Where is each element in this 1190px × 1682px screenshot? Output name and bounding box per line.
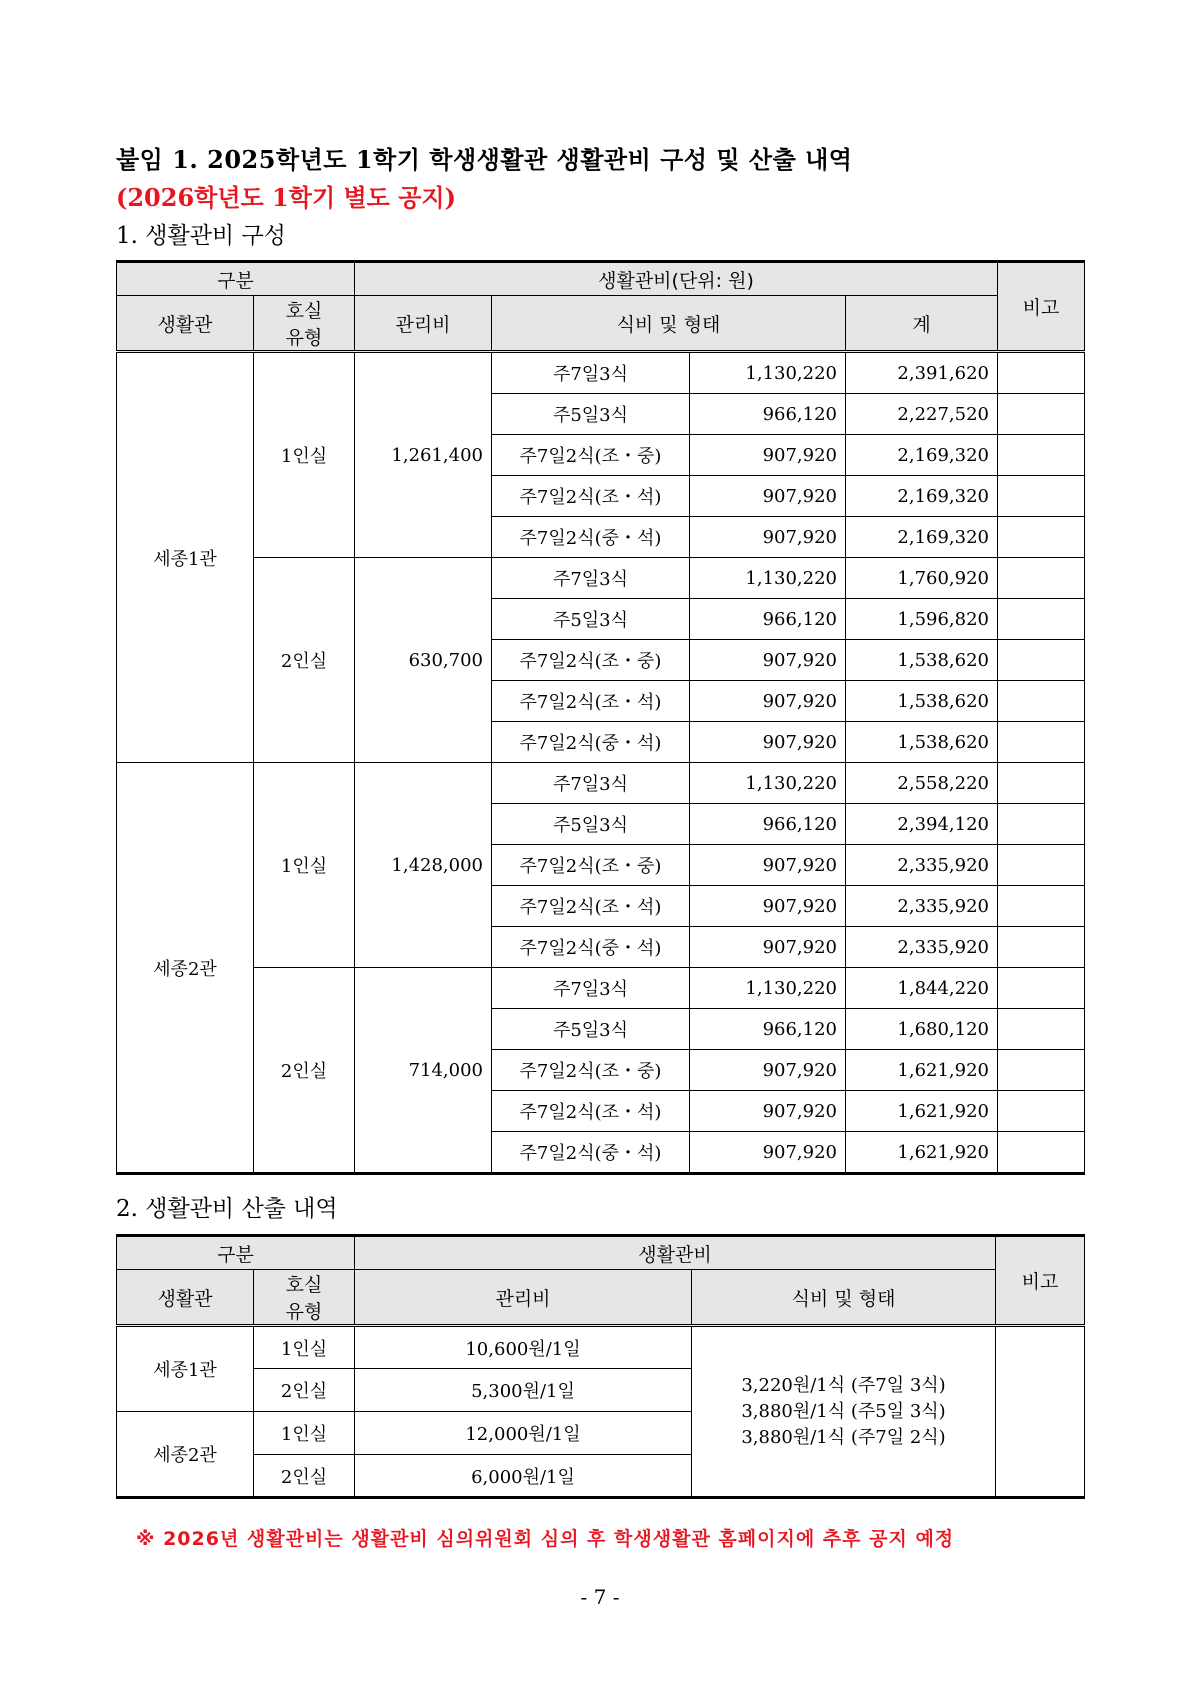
meal-cost: 907,920 bbox=[690, 1091, 846, 1132]
mgmt-fee: 630,700 bbox=[355, 558, 492, 763]
note-cell bbox=[998, 681, 1085, 722]
table-row bbox=[117, 352, 1085, 394]
dorm-name: 세종1관 bbox=[117, 352, 254, 763]
t2-mgmt: 12,000원/1일 bbox=[355, 1412, 692, 1455]
t2-mgmt: 10,600원/1일 bbox=[355, 1326, 692, 1369]
meal-type: 주7일2식(조・석) bbox=[492, 886, 690, 927]
mgmt-fee: 1,261,400 bbox=[355, 352, 492, 558]
note-cell bbox=[998, 1091, 1085, 1132]
total-fee: 2,558,220 bbox=[846, 763, 998, 804]
t2-room-type: 2인실 bbox=[254, 1455, 355, 1498]
meal-type: 주7일2식(조・중) bbox=[492, 1050, 690, 1091]
t2-room-type: 2인실 bbox=[254, 1369, 355, 1412]
total-fee: 1,621,920 bbox=[846, 1132, 998, 1174]
meal-type: 주7일3식 bbox=[492, 352, 690, 394]
meal-cost: 907,920 bbox=[690, 845, 846, 886]
mgmt-fee: 1,428,000 bbox=[355, 763, 492, 968]
note-cell bbox=[998, 599, 1085, 640]
document-subtitle: (2026학년도 1학기 별도 공지) bbox=[116, 183, 456, 212]
meal-type: 주5일3식 bbox=[492, 394, 690, 435]
meal-type: 주7일2식(중・석) bbox=[492, 1132, 690, 1174]
room-type: 2인실 bbox=[254, 558, 355, 763]
meal-type: 주5일3식 bbox=[492, 804, 690, 845]
total-fee: 2,169,320 bbox=[846, 517, 998, 558]
header-fee-group: 생활관비(단위: 원) bbox=[355, 262, 998, 296]
meal-cost: 907,920 bbox=[690, 476, 846, 517]
meal-type: 주7일2식(조・석) bbox=[492, 1091, 690, 1132]
header-meal: 식비 및 형태 bbox=[492, 296, 846, 352]
note-cell bbox=[998, 886, 1085, 927]
meal-cost: 907,920 bbox=[690, 722, 846, 763]
meal-type: 주7일2식(중・석) bbox=[492, 722, 690, 763]
meal-cost: 966,120 bbox=[690, 1009, 846, 1050]
total-fee: 2,227,520 bbox=[846, 394, 998, 435]
header-mgmt: 관리비 bbox=[355, 296, 492, 352]
t2-header-room-type: 호실 유형 bbox=[254, 1270, 355, 1326]
meal-type: 주7일3식 bbox=[492, 968, 690, 1009]
total-fee: 2,394,120 bbox=[846, 804, 998, 845]
meal-cost: 907,920 bbox=[690, 1132, 846, 1174]
note-cell bbox=[998, 804, 1085, 845]
note-cell bbox=[998, 435, 1085, 476]
meal-cost: 907,920 bbox=[690, 681, 846, 722]
meal-type: 주5일3식 bbox=[492, 599, 690, 640]
total-fee: 2,335,920 bbox=[846, 845, 998, 886]
note-cell bbox=[998, 1050, 1085, 1091]
note-cell bbox=[998, 352, 1085, 394]
header-total: 계 bbox=[846, 296, 998, 352]
note-cell bbox=[998, 968, 1085, 1009]
note-cell bbox=[998, 927, 1085, 968]
note-cell bbox=[998, 1009, 1085, 1050]
meal-type: 주7일3식 bbox=[492, 558, 690, 599]
table-row bbox=[117, 968, 1085, 1009]
meal-cost: 966,120 bbox=[690, 394, 846, 435]
meal-cost: 907,920 bbox=[690, 435, 846, 476]
t2-meal-cell bbox=[692, 1326, 996, 1498]
t2-dorm: 세종2관 bbox=[117, 1412, 254, 1498]
header-dorm: 생활관 bbox=[117, 296, 254, 352]
total-fee: 2,169,320 bbox=[846, 476, 998, 517]
note-cell bbox=[998, 722, 1085, 763]
document-title: 붙임 1. 2025학년도 1학기 학생생활관 생활관비 구성 및 산출 내역 bbox=[116, 145, 853, 174]
note-cell bbox=[998, 640, 1085, 681]
total-fee: 2,169,320 bbox=[846, 435, 998, 476]
t2-header-mgmt: 관리비 bbox=[355, 1270, 692, 1326]
t2-meal-line: 3,880원/1식 (주5일 3식) bbox=[741, 1400, 946, 1422]
meal-cost: 907,920 bbox=[690, 640, 846, 681]
notice-text: ※ 2026년 생활관비는 생활관비 심의위원회 심의 후 학생생활관 홈페이지에 추후 공지 예정 bbox=[136, 1528, 955, 1550]
section1-heading: 1. 생활관비 구성 bbox=[116, 223, 286, 249]
note-cell bbox=[998, 517, 1085, 558]
t2-mgmt: 6,000원/1일 bbox=[355, 1455, 692, 1498]
t2-header-fee-group: 생활관비 bbox=[355, 1236, 996, 1270]
meal-cost: 966,120 bbox=[690, 804, 846, 845]
t2-meal-line: 3,880원/1식 (주7일 2식) bbox=[741, 1426, 946, 1448]
meal-cost: 1,130,220 bbox=[690, 968, 846, 1009]
meal-type: 주7일2식(조・중) bbox=[492, 640, 690, 681]
t2-room-type: 1인실 bbox=[254, 1326, 355, 1369]
section2-heading: 2. 생활관비 산출 내역 bbox=[116, 1196, 338, 1222]
meal-type: 주7일2식(조・석) bbox=[492, 476, 690, 517]
total-fee: 2,391,620 bbox=[846, 352, 998, 394]
t2-header-dorm: 생활관 bbox=[117, 1270, 254, 1326]
meal-cost: 1,130,220 bbox=[690, 352, 846, 394]
meal-type: 주7일2식(중・석) bbox=[492, 927, 690, 968]
total-fee: 1,538,620 bbox=[846, 722, 998, 763]
total-fee: 1,760,920 bbox=[846, 558, 998, 599]
t2-header-note: 비고 bbox=[996, 1236, 1085, 1326]
note-cell bbox=[998, 394, 1085, 435]
total-fee: 2,335,920 bbox=[846, 886, 998, 927]
room-type: 2인실 bbox=[254, 968, 355, 1174]
t2-header-meal: 식비 및 형태 bbox=[692, 1270, 996, 1326]
total-fee: 1,596,820 bbox=[846, 599, 998, 640]
note-cell bbox=[998, 476, 1085, 517]
t2-room-type: 1인실 bbox=[254, 1412, 355, 1455]
meal-cost: 1,130,220 bbox=[690, 558, 846, 599]
header-note: 비고 bbox=[998, 262, 1085, 352]
t2-header-gubun: 구분 bbox=[117, 1236, 355, 1270]
note-cell bbox=[998, 845, 1085, 886]
meal-cost: 1,130,220 bbox=[690, 763, 846, 804]
meal-type: 주7일2식(중・석) bbox=[492, 517, 690, 558]
meal-type: 주7일3식 bbox=[492, 763, 690, 804]
fee-calculation-table bbox=[116, 1234, 1085, 1499]
total-fee: 2,335,920 bbox=[846, 927, 998, 968]
meal-type: 주5일3식 bbox=[492, 1009, 690, 1050]
total-fee: 1,538,620 bbox=[846, 681, 998, 722]
t2-meal-line: 3,220원/1식 (주7일 3식) bbox=[741, 1374, 946, 1396]
meal-cost: 907,920 bbox=[690, 517, 846, 558]
meal-cost: 907,920 bbox=[690, 927, 846, 968]
mgmt-fee: 714,000 bbox=[355, 968, 492, 1174]
meal-type: 주7일2식(조・중) bbox=[492, 435, 690, 476]
note-cell bbox=[998, 558, 1085, 599]
meal-cost: 907,920 bbox=[690, 886, 846, 927]
note-cell bbox=[998, 763, 1085, 804]
t2-mgmt: 5,300원/1일 bbox=[355, 1369, 692, 1412]
note-cell bbox=[998, 1132, 1085, 1174]
total-fee: 1,844,220 bbox=[846, 968, 998, 1009]
meal-cost: 966,120 bbox=[690, 599, 846, 640]
meal-cost: 907,920 bbox=[690, 1050, 846, 1091]
room-type: 1인실 bbox=[254, 763, 355, 968]
table-row bbox=[117, 558, 1085, 599]
dorm-name: 세종2관 bbox=[117, 763, 254, 1174]
total-fee: 1,621,920 bbox=[846, 1050, 998, 1091]
total-fee: 1,621,920 bbox=[846, 1091, 998, 1132]
t2-note-cell bbox=[996, 1326, 1085, 1498]
table-row bbox=[117, 763, 1085, 804]
page-number: - 7 - bbox=[580, 1585, 620, 1609]
room-type: 1인실 bbox=[254, 352, 355, 558]
total-fee: 1,680,120 bbox=[846, 1009, 998, 1050]
total-fee: 1,538,620 bbox=[846, 640, 998, 681]
fee-composition-table bbox=[116, 260, 1085, 1175]
t2-dorm: 세종1관 bbox=[117, 1326, 254, 1412]
header-room-type: 호실 유형 bbox=[254, 296, 355, 352]
meal-type: 주7일2식(조・중) bbox=[492, 845, 690, 886]
meal-type: 주7일2식(조・석) bbox=[492, 681, 690, 722]
header-gubun: 구분 bbox=[117, 262, 355, 296]
